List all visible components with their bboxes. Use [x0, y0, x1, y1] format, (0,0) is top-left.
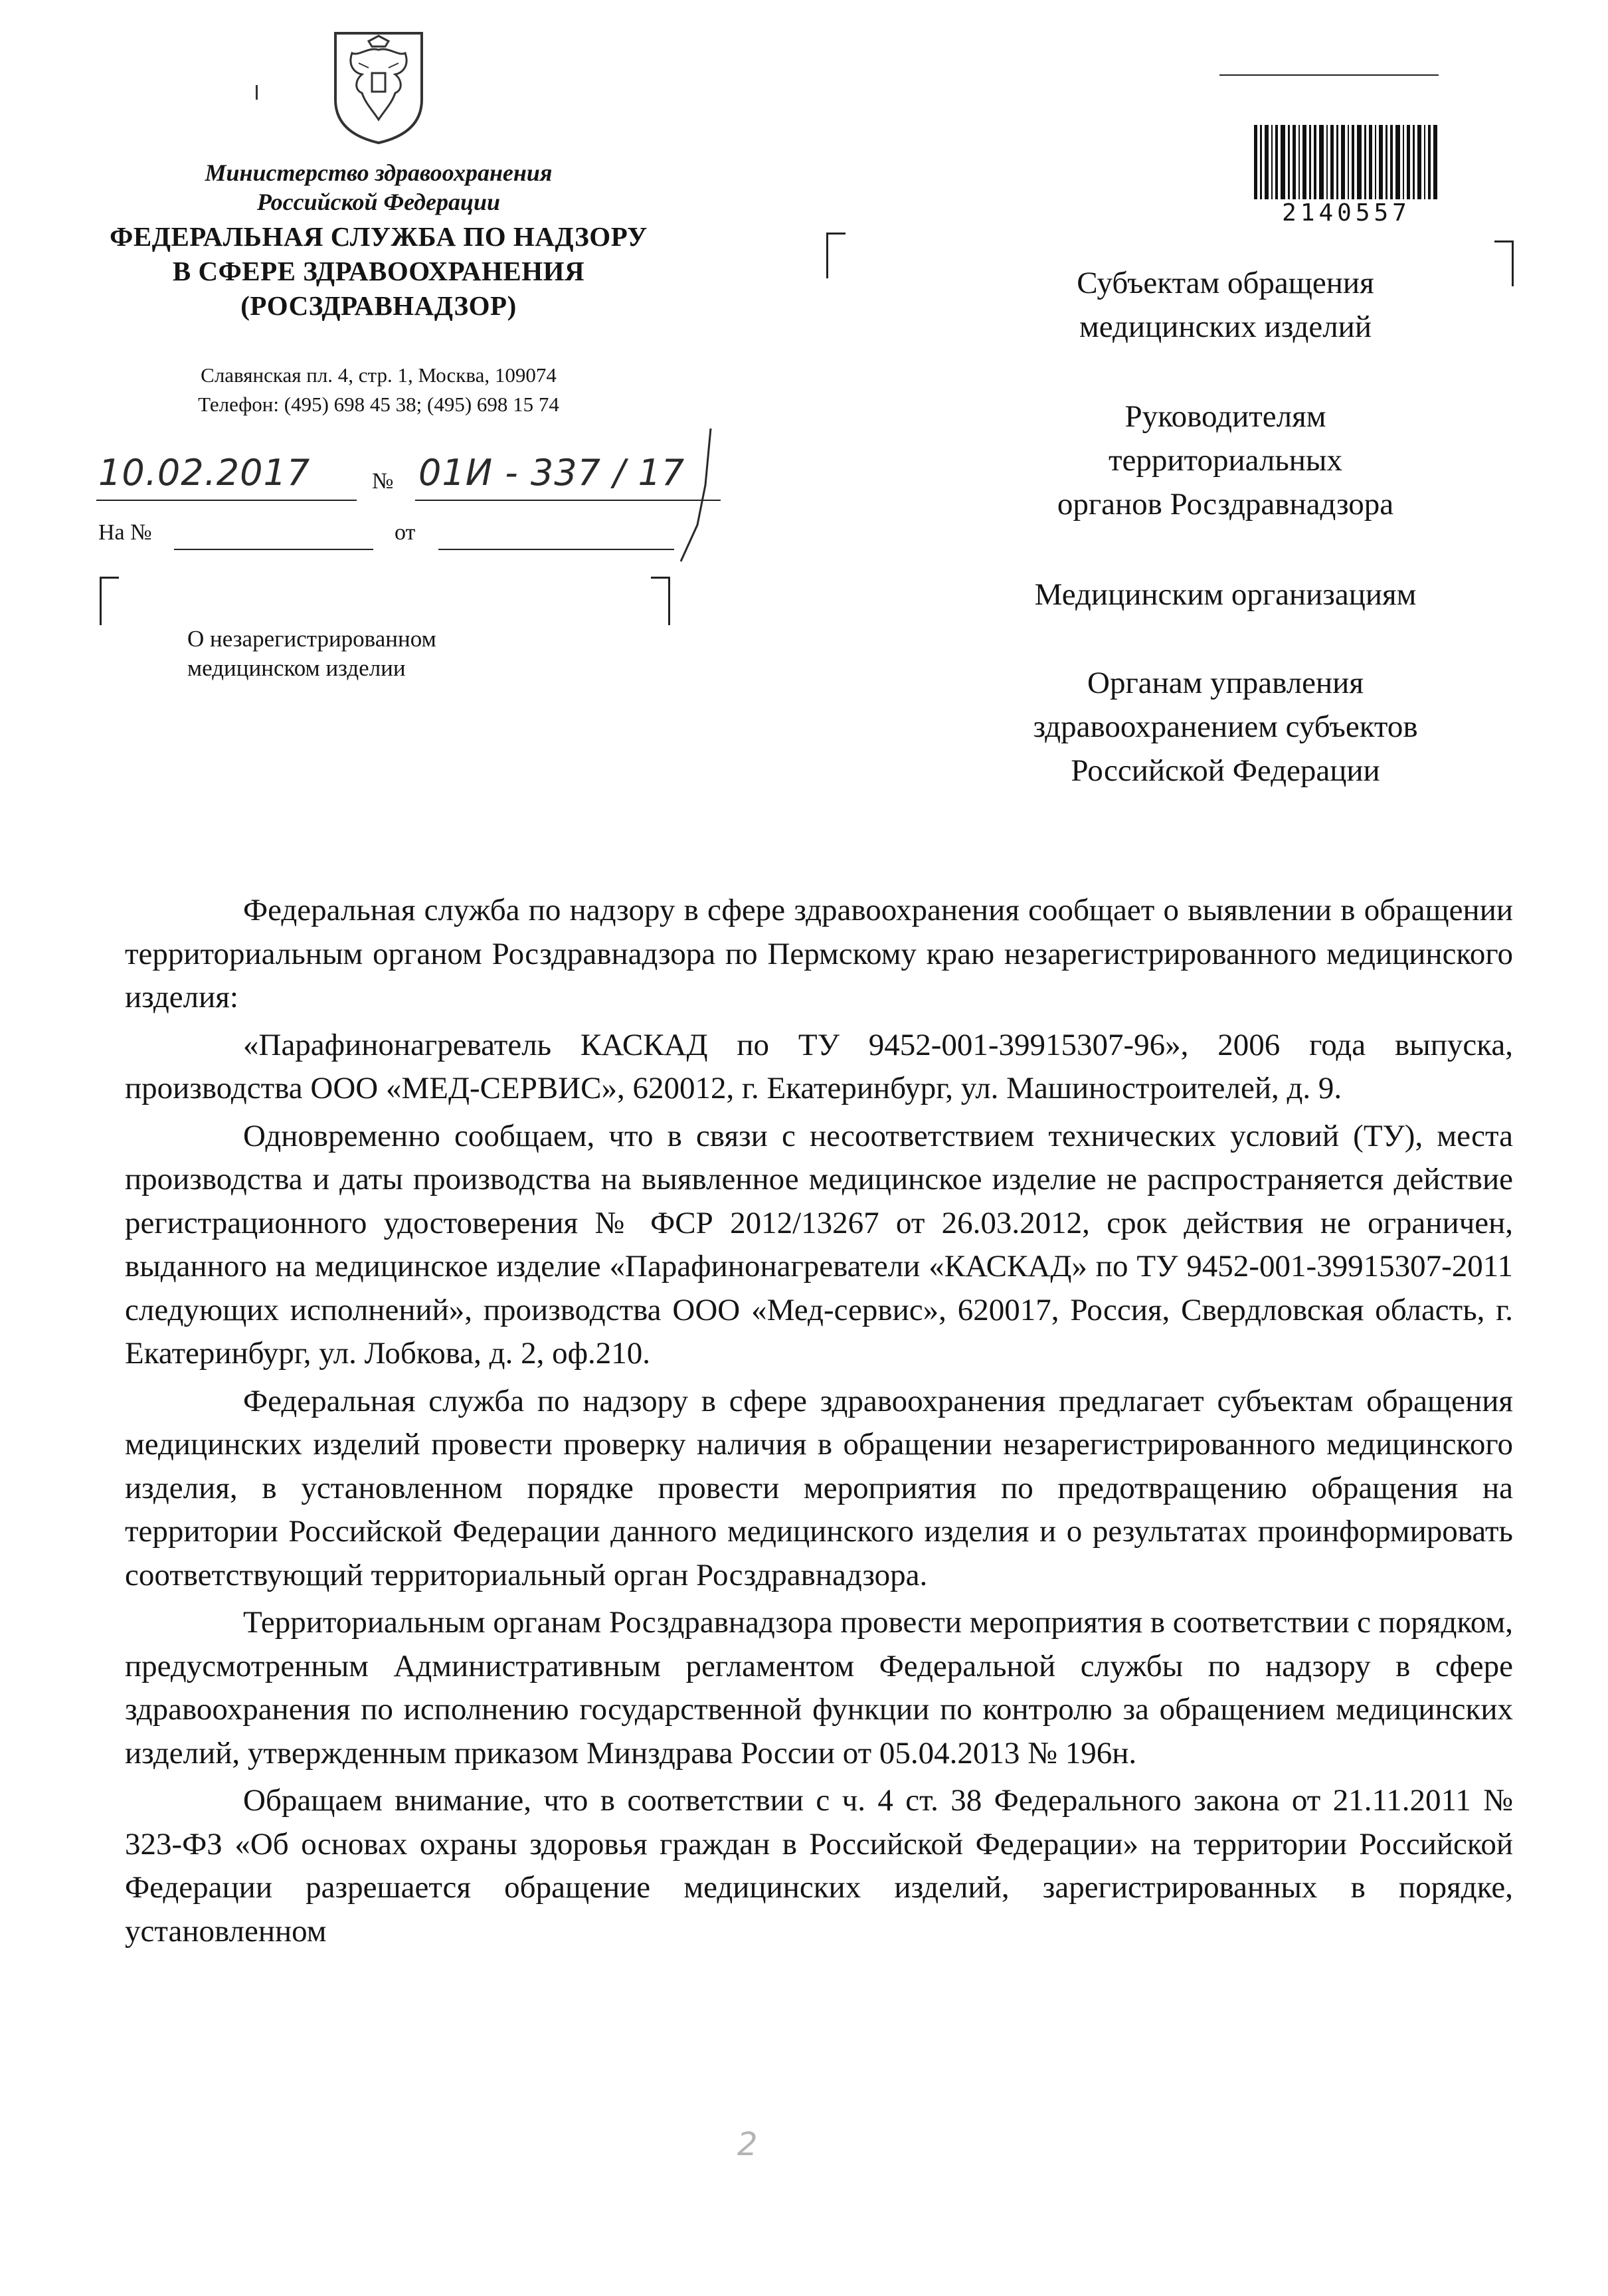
addressee-group-3: [883, 573, 1567, 617]
body-paragraph: Федеральная служба по надзору в сфере здравоохранения сообщает о выявлении в обращении территориальным органом Росздравнадзора по Пермскому краю незарегистрированного медицинского изделия:: [125, 893, 1513, 1014]
number-label: №: [372, 469, 394, 494]
body-paragraph: Одновременно сообщаем, что в связи с несоответствием технических условий (ТУ), места производства и даты производства на выявленное медицинское изделие не распространяется действие регистрационного удостоверения № ФСР 2012/13267 от 26.03.2012, срок действия не ограничен, выданного на медицинское изделие «Парафинонагреватели «КАСКАД» по ТУ 9452-001-39915307-2011 следующих исполнений», производства ООО «Мед-сервис», 620017, Россия, Свердловская область, г. Екатеринбург, ул. Лобкова, д. 2, оф.210.: [125, 1118, 1513, 1371]
registration-number: 01И - 337 / 17: [418, 452, 685, 494]
barcode-number: 2140557: [1282, 199, 1411, 227]
addressee-group-4: [883, 661, 1567, 793]
faint-overlay-mark: 2: [737, 2126, 758, 2163]
ministry-line-2: Российской Федерации: [256, 189, 501, 215]
date-underline: [96, 500, 357, 501]
coat-of-arms-icon: [329, 27, 428, 146]
addressee-group-1: [883, 261, 1567, 349]
addressee-line: органов Росздравнадзора: [1057, 487, 1394, 522]
top-right-line: [1219, 74, 1439, 76]
addressee-line: территориальных: [1108, 443, 1343, 478]
ministry-line-1: Министерство здравоохранения: [205, 159, 553, 186]
subject-corner-left: [100, 577, 119, 625]
from-label: от: [395, 520, 416, 545]
addressee-line: Российской Федерации: [1071, 753, 1380, 788]
body-paragraph: Территориальным органам Росздравнадзора провести мероприятия в соответствии с порядком, предусмотренным Административным регламентом Федеральной службы по надзору в сфере здравоохранения по исполнению государственной функции по контролю за обращением медицинских изделий, утвержденным приказом Минздрава России от 05.04.2013 № 196н.: [125, 1605, 1513, 1770]
subject-line-2: медицинском изделии: [187, 655, 406, 681]
body-paragraph: Обращаем внимание, что в соответствии с ч. 4 ст. 38 Федерального закона от 21.11.2011 № 323-ФЗ «Об основах охраны здоровья граждан в Российской Федерации» на территории Российской Федерации разрешается обращение медицинских изделий, зарегистрированных в порядке, установленном: [125, 1783, 1513, 1949]
addressee-line: Субъектам обращения: [1077, 266, 1374, 300]
addressee-line: здравоохранением субъектов: [1033, 710, 1418, 744]
subject-line-1: О незарегистрированном: [187, 626, 436, 652]
addressee-line: медицинских изделий: [1079, 310, 1372, 344]
phone-line: Телефон: (495) 698 45 38; (495) 698 15 74: [198, 393, 559, 416]
body-paragraph: Федеральная служба по надзору в сфере здравоохранения предлагает субъектам обращения медицинских изделий провести проверку наличия в обращении незарегистрированного медицинского изделия, в установленном порядке провести мероприятия по предотвращению обращения на территории Российской Федерации данного медицинского изделия и о результатах проинформировать соответствующий территориальный орган Росздравнадзора.: [125, 1383, 1513, 1592]
service-name: [76, 219, 681, 323]
ref-underline: [174, 549, 373, 550]
ministry-name: [86, 158, 671, 217]
addressee-line: Медицинским организациям: [1034, 577, 1417, 612]
addressee-corner-left: [826, 233, 846, 278]
registration-date: 10.02.2017: [98, 452, 311, 494]
service-line-3: (РОСЗДРАВНАДЗОР): [240, 290, 517, 321]
subject-block: [187, 624, 619, 683]
subject-corner-right: [651, 577, 670, 625]
addressee-line: Руководителям: [1124, 399, 1326, 434]
letter-body: [125, 889, 1513, 1953]
service-line-2: В СФЕРЕ ЗДРАВООХРАНЕНИЯ: [172, 256, 585, 286]
slash-mark: [658, 425, 717, 565]
addressee-group-2: [883, 395, 1567, 526]
address-line: Славянская пл. 4, стр. 1, Москва, 109074: [201, 363, 557, 387]
service-line-1: ФЕДЕРАЛЬНАЯ СЛУЖБА ПО НАДЗОРУ: [110, 221, 648, 252]
ref-label: На №: [98, 520, 152, 545]
from-underline: [438, 549, 674, 550]
addressee-line: Органам управления: [1087, 666, 1364, 700]
service-address: [120, 361, 638, 419]
body-paragraph: «Парафинонагреватель КАСКАД по ТУ 9452-001-39915307-96», 2006 года выпуска, производства ООО «МЕД-СЕРВИС», 620012, г. Екатеринбург, ул. Машиностроителей, д. 9.: [125, 1027, 1513, 1105]
scan-mark: [256, 85, 258, 100]
barcode-icon: [1254, 125, 1439, 199]
